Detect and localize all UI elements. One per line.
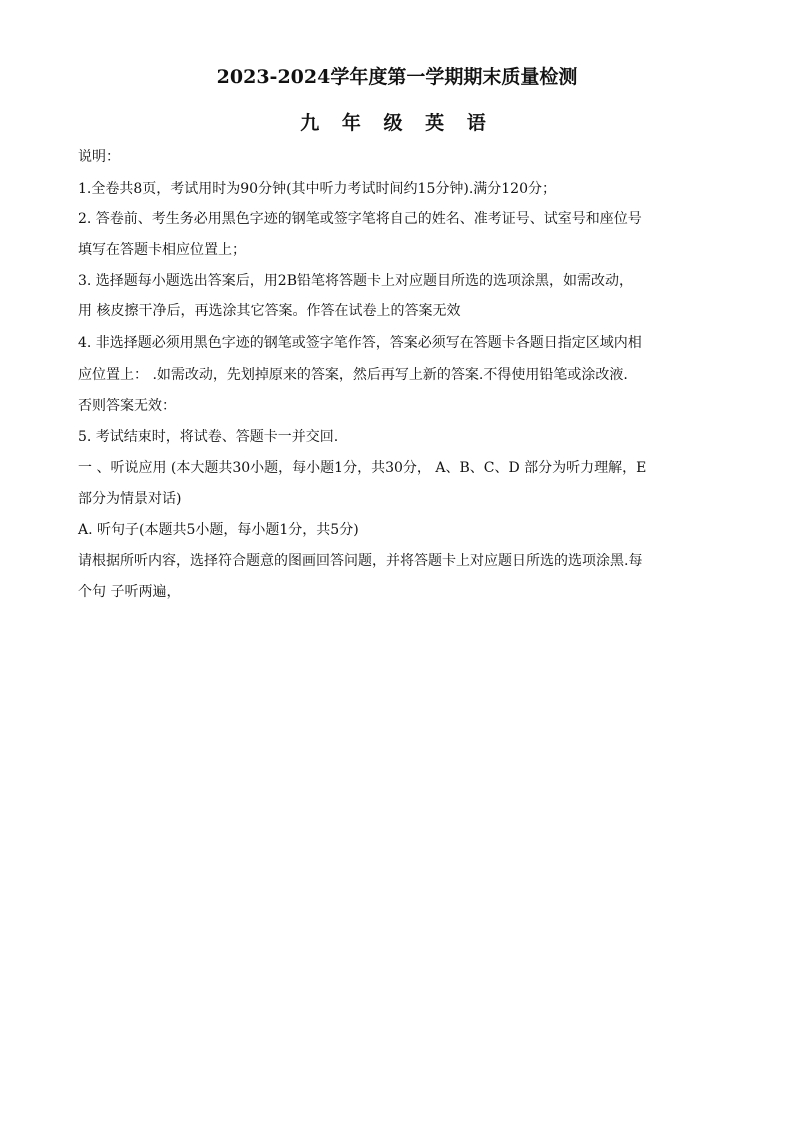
section-1-heading-line-a: 一 、听说应用 (本大题共30小题，每小题1分，共30分， A、B、C、D 部分为听力理解，E <box>78 460 647 476</box>
page-subtitle: 九 年 级 英 语 <box>300 112 494 134</box>
part-a-instruction-line-b: 个句 子听两遍， <box>78 584 181 600</box>
part-a-instruction-line-a: 请根据所听内容，选择符合题意的图画回答问题，并将答题卡上对应题日所选的选项涂黑.每 <box>78 553 643 569</box>
instruction-3-line-a: 3. 选择题每小题选出答案后，用2B铅笔将答题卡上对应题目所选的选项涂黑，如需改动， <box>78 273 634 289</box>
instruction-4-line-a: 4. 非选择题必须用黑色字迹的钢笔或签字笔作答，答案必须写在答题卡各题日指定区域内相 <box>78 335 642 351</box>
instruction-5: 5. 考试结束时，将试卷、答题卡一并交回. <box>78 429 339 445</box>
instruction-3-line-b: 用 核皮擦干净后，再选涂其它答案。作答在试卷上的答案无效 <box>78 303 461 319</box>
instruction-4-line-b: 应位置上： .如需改动，先划掉原来的答案，然后再写上新的答案.不得使用铅笔或涂改液. <box>78 367 628 383</box>
instructions-label: 说明： <box>78 149 120 165</box>
page-title: 2023-2024学年度第一学期期末质量检测 <box>216 66 578 88</box>
instruction-2-line-a: 2. 答卷前、考生务必用黑色字迹的钢笔或签字笔将自己的姓名、准考证号、试室号和座位号 <box>78 211 642 227</box>
part-a-title: A. 听句子(本题共5小题，每小题1分，共5分) <box>78 522 359 538</box>
section-1-heading-line-b: 部分为情景对话) <box>78 491 182 507</box>
instruction-4-line-c: 否则答案无效： <box>78 398 176 414</box>
instruction-1: 1.全卷共8页，考试用时为90分钟(其中听力考试时间约15分钟).满分120分； <box>78 181 556 197</box>
instruction-2-line-b: 填写在答题卡相应位置上； <box>78 242 246 258</box>
